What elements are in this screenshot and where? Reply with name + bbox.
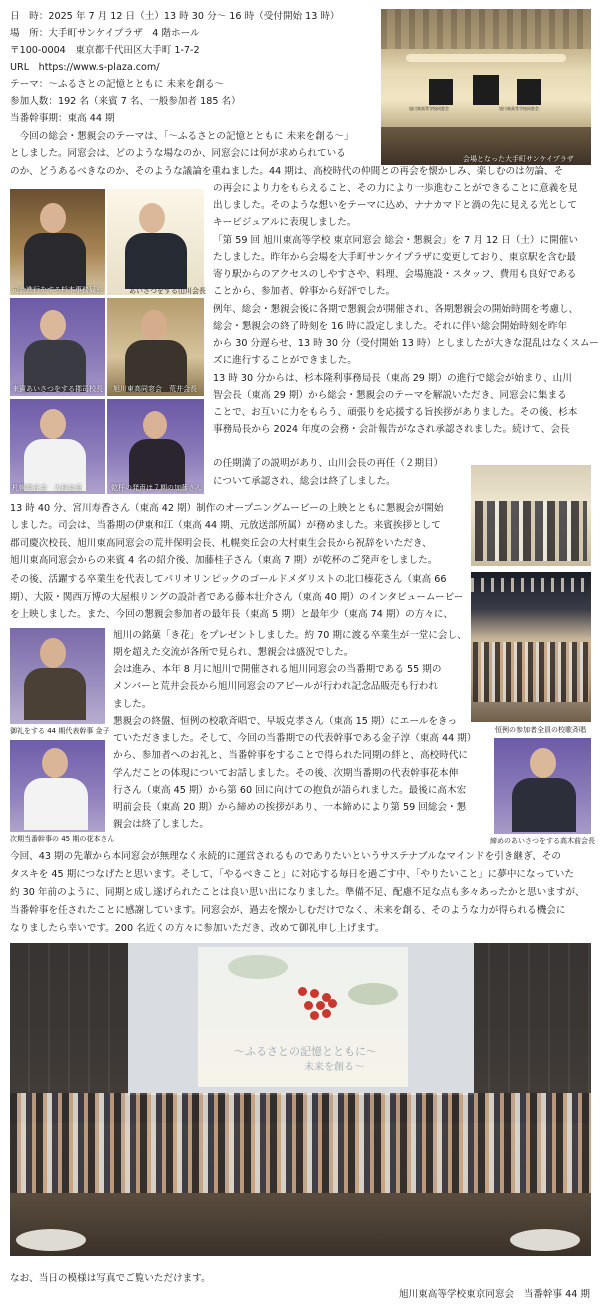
body-line: 行さん（東高 45 期）から第 60 回に向けての抱負が語られました。最後に高木宏 xyxy=(113,785,467,796)
photo-kanpai xyxy=(107,399,204,494)
body-line: 学んだことの体現についてお話しました。その後、次期当番期の代表幹事花本伸 xyxy=(113,768,459,779)
venue-photo xyxy=(381,9,591,165)
body-line: ことから、参加者、幹事から好評でした。 xyxy=(213,286,396,297)
body-line: 智会長（東高 29 期）から総会・懇親会のテーマを解説いただき、同窓会に集まる xyxy=(213,390,567,401)
screen-theme-text: 未来を創る〜 xyxy=(304,1062,364,1073)
photo-caption: 締めのあいさつをする高木前会長 xyxy=(490,837,595,845)
photo-gunji xyxy=(10,298,105,396)
photo-omura xyxy=(10,399,105,494)
body-line: 親会は終了しました。 xyxy=(113,819,209,830)
photo-caption: 御礼をする 44 期代表幹事 金子 xyxy=(10,727,110,735)
body-line: 旭川東高同窓会からの来賓 4 名の紹介後、加藤桂子さん（東高 7 期）が乾杯のご発声をしました。 xyxy=(10,555,438,566)
body-line: メンバーと荒井会長から旭川同窓会のアピールが行われ記念品販売も行われ xyxy=(113,681,438,692)
photo-caption: 恒例の参加者全員の校歌斉唱 xyxy=(495,726,586,734)
info-datetime: 日 時：2025 年 7 月 12 日（土）13 時 30 分〜 16 時（受付開始 13 時） xyxy=(10,11,340,22)
footer-signature: 旭川東高等学校東京同窓会 当番幹事 44 期 xyxy=(399,1289,590,1300)
body-line: 「第 59 回 旭川東高等学校 東京同窓会 総会・懇親会」を 7 月 12 日（土）に開催い xyxy=(213,235,578,246)
body-line: 当番幹事を任されたことに感謝しています。同窓会が、過去を懐かしむだけでなく、未来を創る、そのような力が得られる機会に xyxy=(10,905,566,916)
body-line: 総会・懇親会の終了時刻を 16 時に設定しました。それに伴い総会開始時刻を昨年 xyxy=(213,321,568,332)
body-line: しました。司会は、当番期の伊東和江（東高 44 期、元放送部所属）が務めました。来賓挨拶として xyxy=(10,520,441,531)
body-line: 寄り駅からのアクセスのしやすさや、料理、会場施設・スタッフ、費用も良好である xyxy=(213,269,577,280)
body-line: ました。 xyxy=(113,699,152,710)
footer-note: なお、当日の模様は写真でご覧いただけます。 xyxy=(10,1273,211,1284)
body-line: たしました。昨年から会場を大手町サンケイプラザに変更しており、東京駅を含む最 xyxy=(213,252,576,263)
photo-caption: 会場となった大手町サンケイプラザ xyxy=(463,155,574,163)
projection-screen xyxy=(128,943,474,1095)
banner-text: 旭川東高等学校同窓会 xyxy=(409,106,449,111)
body-line: 会は進み、本年 8 月に旭川で開催される旭川同窓会の当番期である 55 期の xyxy=(113,664,442,675)
body-line: 今回の総会・懇親会のテーマは、「〜ふるさとの記憶とともに 未来を創る〜」 xyxy=(10,131,354,142)
photo-kaneko xyxy=(10,628,105,724)
body-line: 例年、総会・懇親会後に各期で懇親会が開催され、各期懇親会の開始時間を考慮し、 xyxy=(213,304,579,315)
body-line: 今回、43 期の先輩から本同窓会が無理なく永続的に運営されるものでありたいというサステナブルなマインドを引き継ぎ、その xyxy=(10,851,561,862)
body-line: 期）、大阪・関西万博の大屋根リングの設計者である藤本壮介さん（東高 40 期）のインタビュームービー xyxy=(10,592,464,603)
body-line: 明前会長（東高 20 期）から締めの挨拶があり、一本締めにより第 59 回総会・懇 xyxy=(113,802,467,813)
photo-takagi xyxy=(494,738,591,834)
body-line: 13 時 30 分からは、杉本隆利事務局長（東高 29 期）の進行で総会が始まり、山川 xyxy=(213,373,572,384)
body-line: としました。同窓会は、どのような場なのか、同窓会には何が求められている xyxy=(10,148,346,159)
photo-group-small xyxy=(471,465,591,566)
body-line: ことで、お互いに力をもらう、頑張りを応援する旨挨拶がありました。その後、杉本 xyxy=(213,407,578,418)
body-line: 期を超えた交流が各所で見られ、懇親会は盛況でした。 xyxy=(113,647,354,658)
info-url[interactable]: URL https://www.s-plaza.com/ xyxy=(10,62,160,73)
banner-right xyxy=(517,79,541,105)
photo-kouka xyxy=(471,572,591,734)
body-line: 出しました。そのような想いをテーマに込め、ナナカマドと渦の先に見える光として xyxy=(213,200,577,211)
body-line: 事務局長から 2024 年度の会務・会計報告がなされ承認されました。続けて、会長 xyxy=(213,424,570,435)
info-place: 場 所：大手町サンケイプラザ 4 階ホール xyxy=(10,28,200,39)
photo-arai xyxy=(107,298,204,396)
photo-caption: 札幌奕丘会 大村会長 xyxy=(12,484,82,492)
body-line: 郡司慶次校長、旭川東高同窓会の荒井保明会長、札幌奕丘会の大村東生会長から祝辞をいただき、 xyxy=(10,538,432,549)
photo-caption: 旭川東高同窓会 荒井会長 xyxy=(113,385,197,393)
photo-caption: 来賓あいさつをする郡司校長 xyxy=(12,385,103,393)
info-host-class: 当番幹事期：東高 44 期 xyxy=(10,113,115,124)
photo-sugimoto xyxy=(10,189,105,295)
body-line: タスキを 45 期につなげたと思います。そして、「やるべきこと」に対応する毎日を過ごす中、「やりたいこと」に夢中になっていた xyxy=(10,869,574,880)
body-line: その後、活躍する卒業生を代表してパリオリンピックのゴールドメダリストの北口榛花さん（東高 66 xyxy=(10,574,447,585)
banner-center xyxy=(473,75,499,105)
body-line: の再会により力をもらえること、その力により一歩進むことができることに意義を見 xyxy=(213,183,578,194)
photo-caption: 司会進行をする杉本事務局長 xyxy=(12,286,103,294)
photo-caption: 次期当番幹事の 45 期の花本さん xyxy=(10,835,115,843)
info-attendees: 参加人数：192 名（来賓 7 名、一般参加者 185 名） xyxy=(10,96,241,107)
body-line: から、参加者へのお礼と、当番幹事をすることで得られた同期の絆と、高校時代に xyxy=(113,750,468,761)
body-line: ズに進行することができました。 xyxy=(213,355,357,366)
body-line: から 30 分遅らせ、13 時 30 分（受付開始 13 時）としましたが大きな混乱はなくスムー xyxy=(213,338,599,349)
body-line: を上映しました。また、今回の懇親会参加者の最年長（東高 5 期）と最年少（東高 74 期）の方々に、 xyxy=(10,609,454,620)
body-line: 約 30 年前のように、同期と成し遂げられたことは良い思い出になりました。準備不足、配慮不足な点も多々あったかと思いますが、 xyxy=(10,887,585,898)
photo-caption: 乾杯の発声は７期の加藤さん xyxy=(111,484,202,492)
body-line: 懇親会の終盤、恒例の校歌斉唱で、早坂克孝さん（東高 15 期）にエールをきっ xyxy=(113,716,458,727)
body-line: について承認され、総会は終了しました。 xyxy=(213,476,396,487)
body-line: 旭川の銘菓「き花」をプレゼントしました。約 70 期に渡る卒業生が一堂に会し、 xyxy=(113,630,467,641)
photo-yamakawa xyxy=(107,189,204,295)
info-theme: テーマ：〜ふるさとの記憶とともに 未来を創る〜 xyxy=(10,79,225,90)
photo-caption: あいさつをする山川会長 xyxy=(129,287,206,295)
body-line: ていただきました。そして、今回の当番期での代表幹事である金子淳（東高 44 期） xyxy=(113,733,477,744)
banner-text: 旭川東高等学校同窓会 xyxy=(499,106,539,111)
photo-hanamoto xyxy=(10,740,105,832)
body-line: の任期満了の説明があり、山川会長の再任（２期目） xyxy=(213,458,444,469)
info-address: 〒100-0004 東京都千代田区大手町 1-7-2 xyxy=(10,45,200,56)
body-line: 13 時 40 分、宮川寿香さん（東高 42 期）制作のオープニングムービーの上映とともに懇親会が開始 xyxy=(10,503,444,514)
body-line: なりましたら幸いです。200 名近くの方々に参加いただき、改めて御礼申し上げます。 xyxy=(10,923,385,934)
body-line: キービジュアルに表現しました。 xyxy=(213,217,357,228)
screen-theme-text: 〜ふるさとの記憶とともに〜 xyxy=(234,1045,377,1058)
photo-group-large xyxy=(10,943,591,1256)
banner-left xyxy=(429,79,453,105)
body-line: のか、どうあるべきなのか、そのような議論を重ねました。44 期は、高校時代の仲間との再会を懐かしみ、楽しむのは勿論、そ xyxy=(10,166,564,177)
